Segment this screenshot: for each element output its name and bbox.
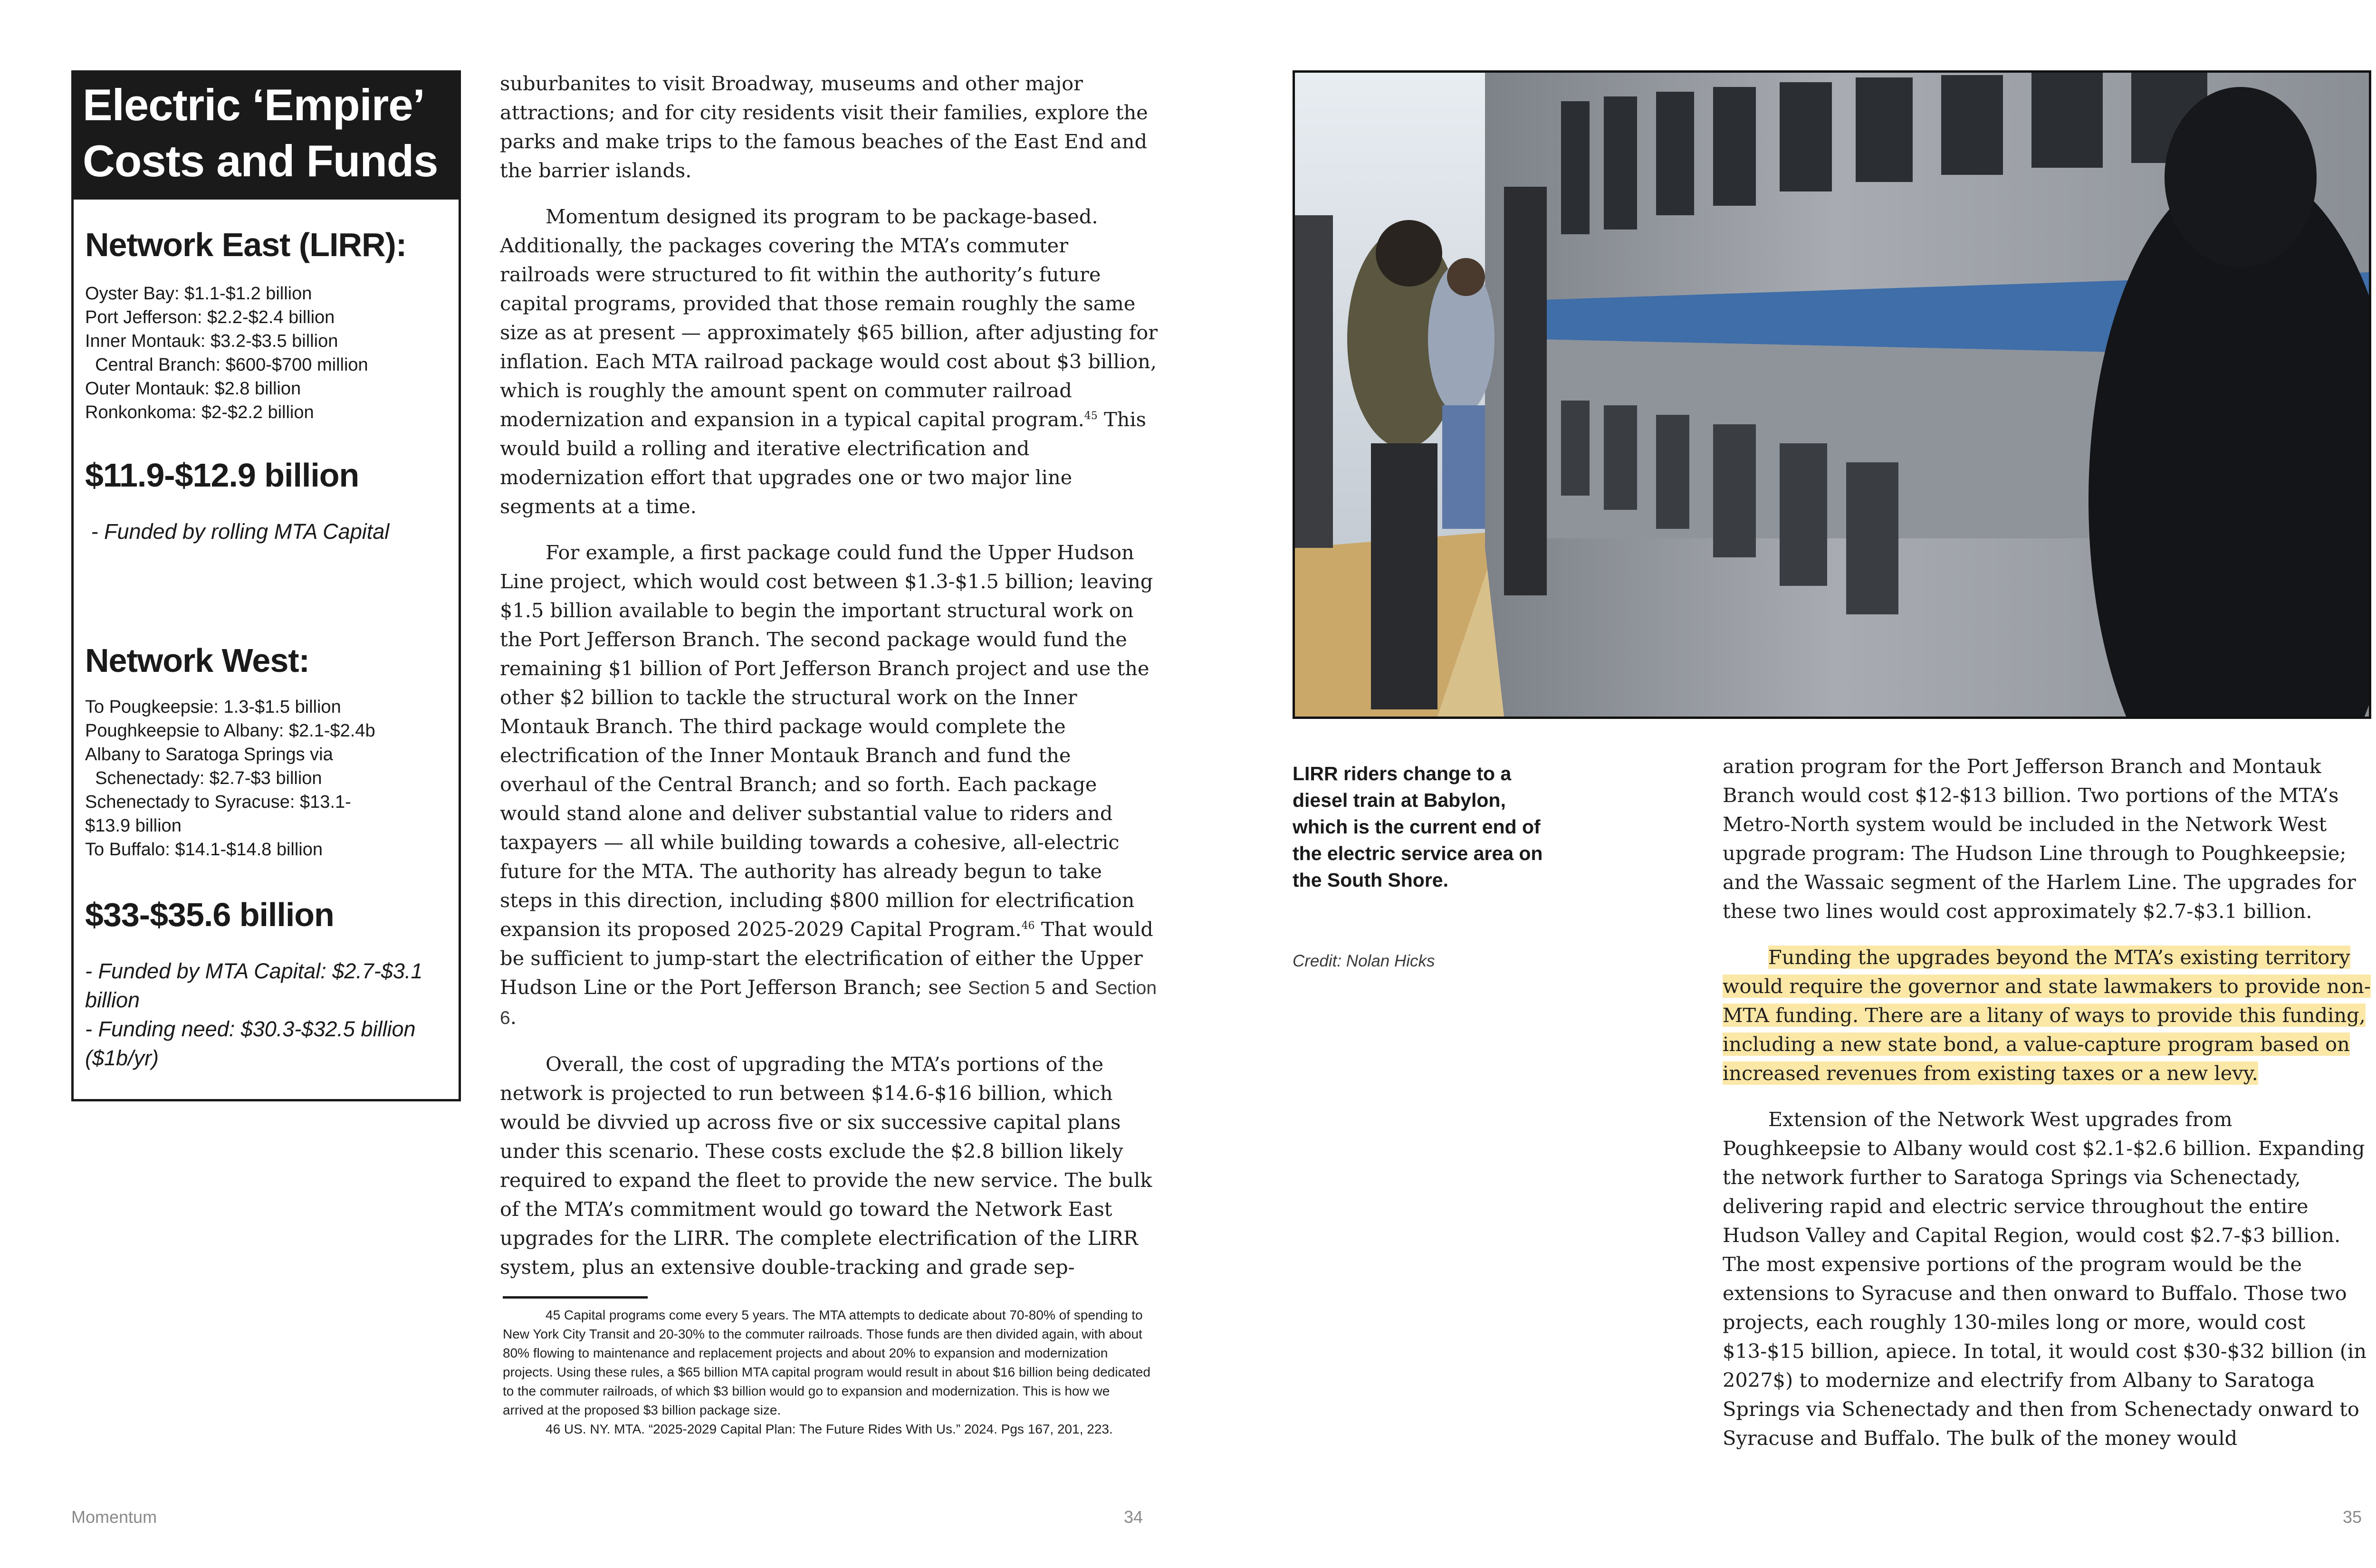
- list-item: Albany to Saratoga Springs via: [85, 745, 333, 765]
- footer-publication: Momentum: [71, 1507, 157, 1527]
- train-photo: [1293, 70, 2371, 719]
- footnote-46: 46 US. NY. MTA. “2025-2029 Capital Plan: The Future Rides With Us.” 2024. Pgs 167, 201, 223.: [546, 1422, 1113, 1436]
- list-item: $13.9 billion: [85, 816, 182, 836]
- sidebar-title-line1: Electric ‘Empire’: [83, 80, 425, 130]
- paragraph: For example, a first package could fund the Upper Hudson Line project, which would cost between $1.3-$1.5 billion; leaving $1.5 billion available to begin the important structural work on the Port Jefferson Branch. The second package would fund the remaining $1 billion of Port Jefferson Branch project and use the other $2 billion to tackle the structural work on the Inner Montauk Branch. The third package would complete the electrification of the Inner Montauk Branch and fund the overhaul of the Central Branch; and so forth. Each package would stand alone and deliver substantial value to riders and taxpayers — all while building towards a cohesive, all-electric future for the MTA. The authority has already begun to take steps in this direction, including $800 million for electrification expansion its proposed 2025-2029 Capital Program.$^{46}$ That would be sufficient to jump-start the electrification of either the Upper Hudson Line or the Port Jefferson Branch; see Section 5 and Section 6.: [500, 541, 1157, 1029]
- highlight: Funding the upgrades beyond the MTA’s existing territory would require the governor and state lawmakers to provide non-MTA funding. There are a litany of ways to provide this funding, including a new state bond, a value-capture program based on increased revenues from existing taxes or a new levy.: [1723, 946, 2371, 1085]
- footnotes: [503, 1306, 1154, 1439]
- network-east-note: - Funded by rolling MTA Capital: [85, 519, 390, 544]
- page-number-left: 34: [1124, 1507, 1143, 1527]
- list-item: Oyster Bay: $1.1-$1.2 billion: [85, 284, 312, 304]
- paragraph: Momentum designed its program to be package-based. Additionally, the packages covering the MTA’s commuter railroads were structured to fit within the authority’s future capital programs, provided that those remain roughly the same size as at present — approximately $65 billion, after adjusting for inflation. Each MTA railroad package would cost about $3 billion, which is roughly the amount spent on commuter railroad modernization and expansion in a typical capital program.$^{45}$ This would build a rolling and iterative electrification and modernization effort that upgrades one or two major line segments at a time.: [500, 205, 1158, 518]
- list-item: Schenectady: $2.7-$3 billion: [85, 768, 322, 788]
- sidebar-title: [71, 70, 461, 200]
- paragraph: Extension of the Network West upgrades from Poughkeepsie to Albany would cost $2.1-$2.6 billion. Expanding the network further to Saratoga Springs via Schenectady, delivering rapid and electric service throughout the entire Hudson Valley and Capital Region, would cost $2.7-$3 billion. The most expensive portions of the program would be the extensions to Syracuse and then onward to Buffalo. Those two projects, each roughly 130-miles long or more, would cost $13-$15 billion, apiece. In total, it would cost $30-$32 billion (in 2027$) to modernize and electrify from Albany to Saratoga Springs via Schenectady and then from Schenectady onward to Syracuse and Buffalo. The bulk of the money would: [1723, 1108, 2366, 1450]
- footnote-ref-45[interactable]: 45: [1084, 410, 1098, 422]
- highlighted-paragraph: [1723, 943, 2374, 1088]
- sidebar-title-line2: Costs and Funds: [83, 136, 438, 186]
- paragraph: Overall, the cost of upgrading the MTA’s portions of the network is projected to run between $14.6-$16 billion, which would be divvied up across five or six successive capital plans under this scenario. These costs exclude the $2.8 billion likely required to expand the fleet to provide the new service. The bulk of the MTA’s commitment would go toward the Network East upgrades for the LIRR. The complete electrification of the LIRR system, plus an extensive double-tracking and grade sep-: [500, 1052, 1152, 1279]
- footnote-45: 45 Capital programs come every 5 years. The MTA attempts to dedicate about 70-80% of spending to New York City Transit and 20-30% to the commuter railroads. Those funds are then divided again, with about 80% flowing to maintenance and replacement projects and about 20% to expansion and modernization projects. Using these rules, a $65 billion MTA capital program would result in about $16 billion being dedicated to the commuter railroads, of which $3 billion would go to expansion and modernization. This is how we arrived at the proposed $3 billion package size.: [503, 1308, 1150, 1417]
- photo-caption: LIRR riders change to a diesel train at Babylon, which is the current end of the electric service area on the South Shore.: [1293, 763, 1543, 891]
- network-east-heading: Network East (LIRR):: [85, 226, 407, 263]
- section-6-link[interactable]: Section 6: [500, 978, 1157, 1028]
- list-item: Outer Montauk: $2.8 billion: [85, 379, 301, 399]
- left-body-column: [500, 69, 1158, 1299]
- network-west-list: [85, 695, 375, 861]
- right-body-column: [1723, 752, 2374, 1470]
- paragraph: aration program for the Port Jefferson Branch and Montauk Branch would cost $12-$13 billion. Two portions of the MTA’s Metro-North system would be included in the Network West upgrade program: The Hudson Line through to Poughkeepsie; and the Wassaic segment of the Harlem Line. The upgrades for these two lines would cost approximately $2.7-$3.1 billion.: [1723, 755, 2356, 923]
- list-item: Port Jefferson: $2.2-$2.4 billion: [85, 307, 335, 327]
- network-west-note-capital: - Funded by MTA Capital: $2.7-$3.1 billion: [85, 959, 423, 1012]
- network-east-total: $11.9-$12.9 billion: [85, 457, 359, 494]
- page-number-right: 35: [2343, 1507, 2362, 1527]
- footnote-divider: [503, 1296, 648, 1299]
- paragraph: suburbanites to visit Broadway, museums and other major attractions; and for city residents visit their families, explore the parks and make trips to the famous beaches of the East End and the barrier islands.: [500, 72, 1148, 182]
- photo-credit: Credit: Nolan Hicks: [1293, 952, 1435, 970]
- list-item: Poughkeepsie to Albany: $2.1-$2.4b: [85, 721, 375, 741]
- list-item: Central Branch: $600-$700 million: [85, 355, 368, 375]
- network-east-list: [85, 282, 368, 424]
- footnote-ref-46[interactable]: 46: [1021, 920, 1035, 932]
- list-item: Schenectady to Syracuse: $13.1-: [85, 792, 351, 812]
- section-5-link[interactable]: Section 5: [968, 978, 1045, 998]
- list-item: Inner Montauk: $3.2-$3.5 billion: [85, 331, 338, 351]
- network-west-note-need: - Funding need: $30.3-$32.5 billion ($1b/yr): [85, 1017, 416, 1070]
- list-item: Ronkonkoma: $2-$2.2 billion: [85, 402, 314, 422]
- list-item: To Pougkeepsie: 1.3-$1.5 billion: [85, 697, 341, 717]
- cost-sidebar: [71, 70, 461, 1101]
- network-west-total: $33-$35.6 billion: [85, 896, 334, 933]
- list-item: To Buffalo: $14.1-$14.8 billion: [85, 840, 323, 860]
- network-west-heading: Network West:: [85, 642, 309, 679]
- train-photo-illustration: [1295, 73, 2369, 717]
